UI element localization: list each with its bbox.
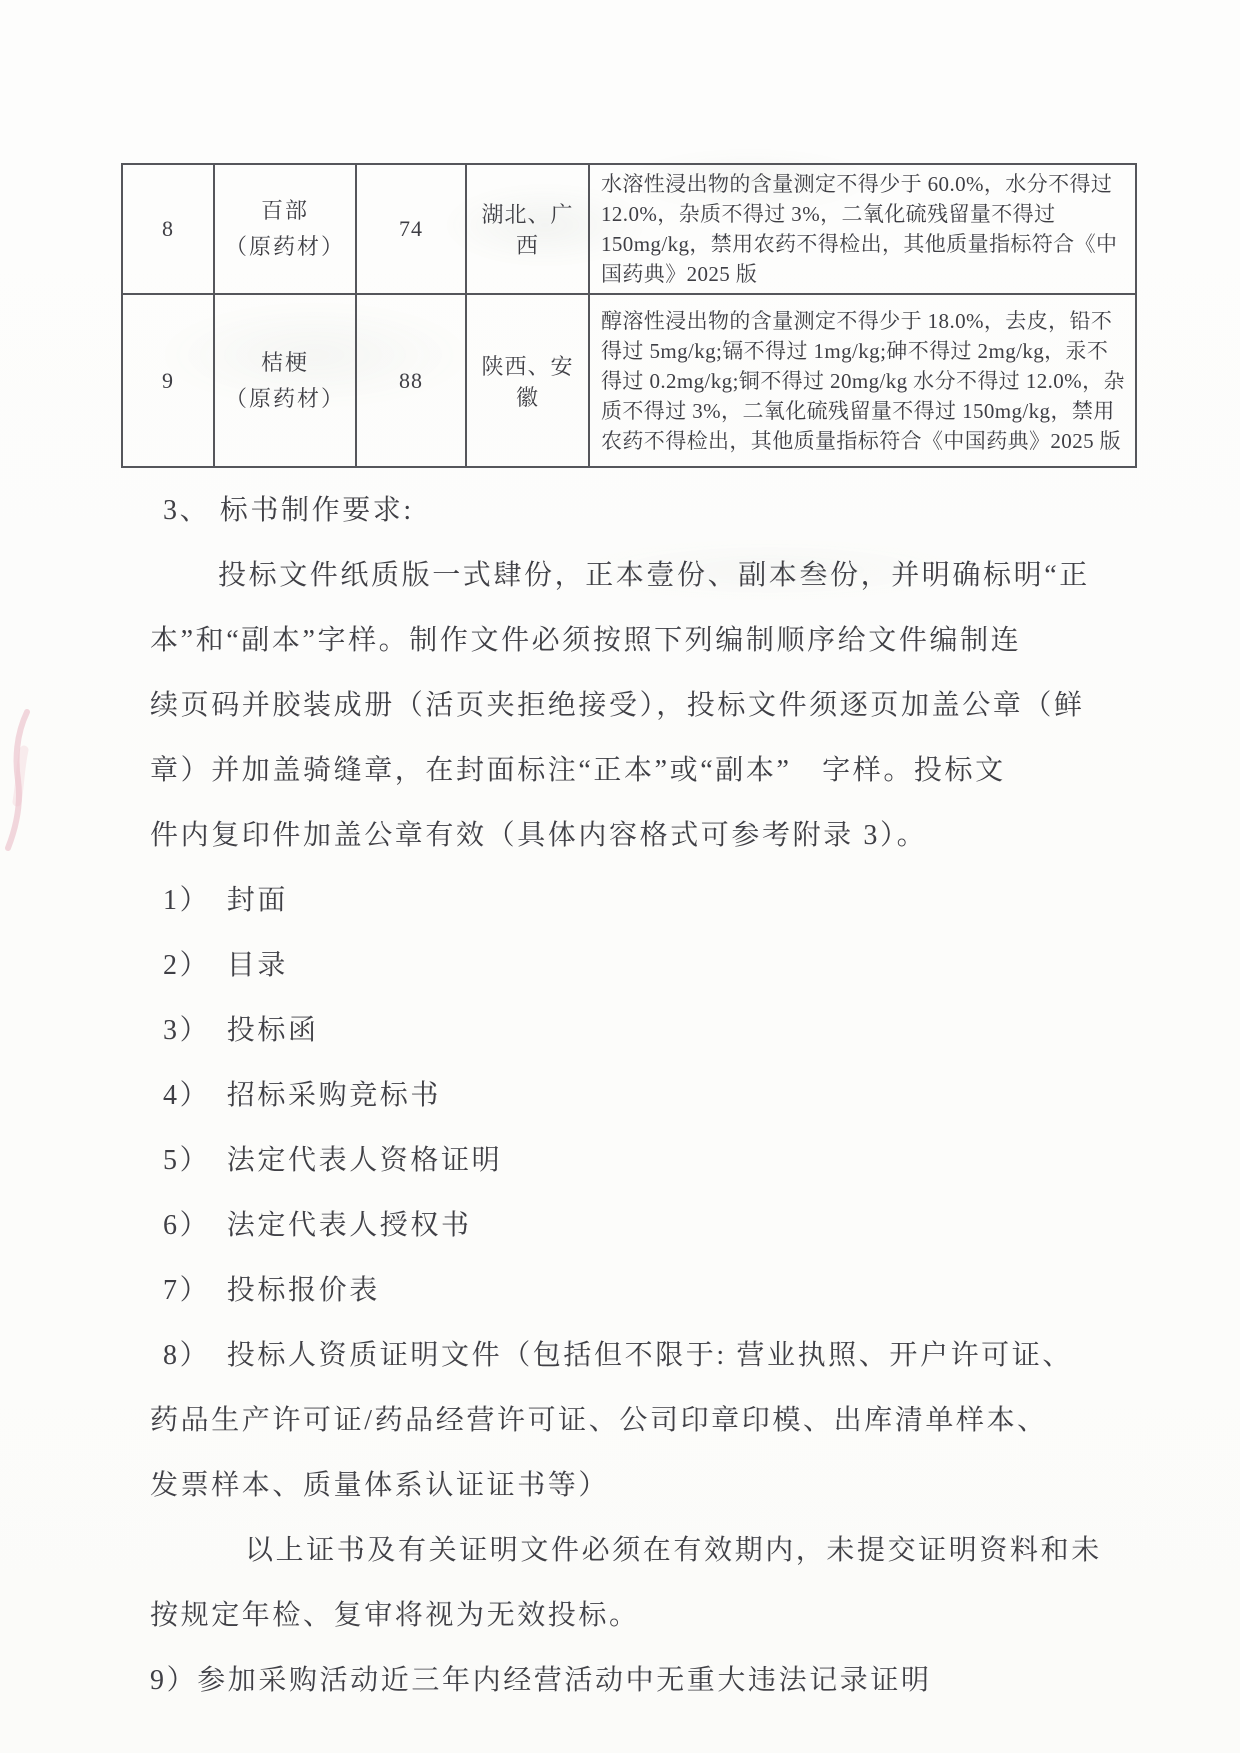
row-number-cell: 9	[122, 294, 214, 467]
text-line: 桔梗	[260, 349, 309, 375]
text-line: 以上证书及有关证明文件必须在有效期内，未提交证明资料和未	[245, 1535, 1102, 1566]
text-line: 8） 投标人资质证明文件（包括但不限于: 营业执照、开户许可证、	[163, 1340, 1073, 1371]
text-line: 按规定年检、复审将视为无效投标。	[150, 1600, 640, 1631]
table-row	[122, 164, 1136, 294]
text-line: 发票样本、质量体系认证证书等）	[150, 1470, 610, 1501]
text-line: 7） 投标报价表	[163, 1275, 380, 1306]
text-line: 2） 目录	[163, 950, 289, 981]
text-line: 章）并加盖骑缝章，在封面标注“正本”或“副本” 字样。投标文	[150, 755, 1006, 786]
quantity-cell: 74	[356, 164, 466, 294]
text-line: 药品生产许可证/药品经营许可证、公司印章印模、出库清单样本、	[150, 1405, 1048, 1436]
row-number-cell: 8	[122, 164, 214, 294]
body-text	[0, 478, 1240, 1713]
spec-table	[121, 163, 1137, 468]
requirements-cell: 水溶性浸出物的含量测定不得少于 60.0%，水分不得过 12.0%，杂质不得过 3%，二氧化硫残留量不得过 150mg/kg，禁用农药不得检出，其他质量指标符合《中国药典》2025 版	[589, 164, 1136, 294]
text-line: 百部	[260, 198, 309, 223]
text-line: 件内复印件加盖公章有效（具体内容格式可参考附录 3）。	[150, 820, 928, 851]
text-line: 续页码并胶装成册（活页夹拒绝接受），投标文件须逐页加盖公章（鲜	[150, 690, 1085, 721]
origin-cell: 陕西、安徽	[466, 294, 589, 467]
origin-cell: 湖北、广西	[466, 164, 589, 294]
text-line: （原药材）	[224, 385, 345, 411]
text-line: （原药材）	[224, 234, 345, 259]
text-line: 9）参加采购活动近三年内经营活动中无重大违法记录证明	[150, 1665, 932, 1696]
item-name-cell	[214, 294, 356, 467]
text-line: 本”和“副本”字样。制作文件必须按照下列编制顺序给文件编制连	[150, 625, 1022, 656]
text-line: 5） 法定代表人资格证明	[163, 1145, 503, 1176]
requirements-cell: 醇溶性浸出物的含量测定不得少于 18.0%，去皮，铅不得过 5mg/kg;镉不得过 1mg/kg;砷不得过 2mg/kg，汞不得过 0.2mg/kg;铜不得过 20mg/kg 水分不得过 12.0%，杂质不得过 3%，二氧化硫残留量不得过 150mg/kg，禁用农药不得检出，其他质量指标符合《中国药典》2025 版	[589, 294, 1136, 467]
item-name-cell	[214, 164, 356, 294]
text-line: 3、 标书制作要求:	[163, 495, 414, 526]
text-line: 4） 招标采购竞标书	[163, 1080, 442, 1111]
text-line: 3） 投标函	[163, 1015, 319, 1046]
text-line: 6） 法定代表人授权书	[163, 1210, 472, 1241]
text-line: 1） 封面	[163, 885, 289, 916]
table-row	[122, 294, 1136, 467]
quantity-cell: 88	[356, 294, 466, 467]
text-line: 投标文件纸质版一式肆份，正本壹份、副本叁份，并明确标明“正	[218, 560, 1090, 591]
